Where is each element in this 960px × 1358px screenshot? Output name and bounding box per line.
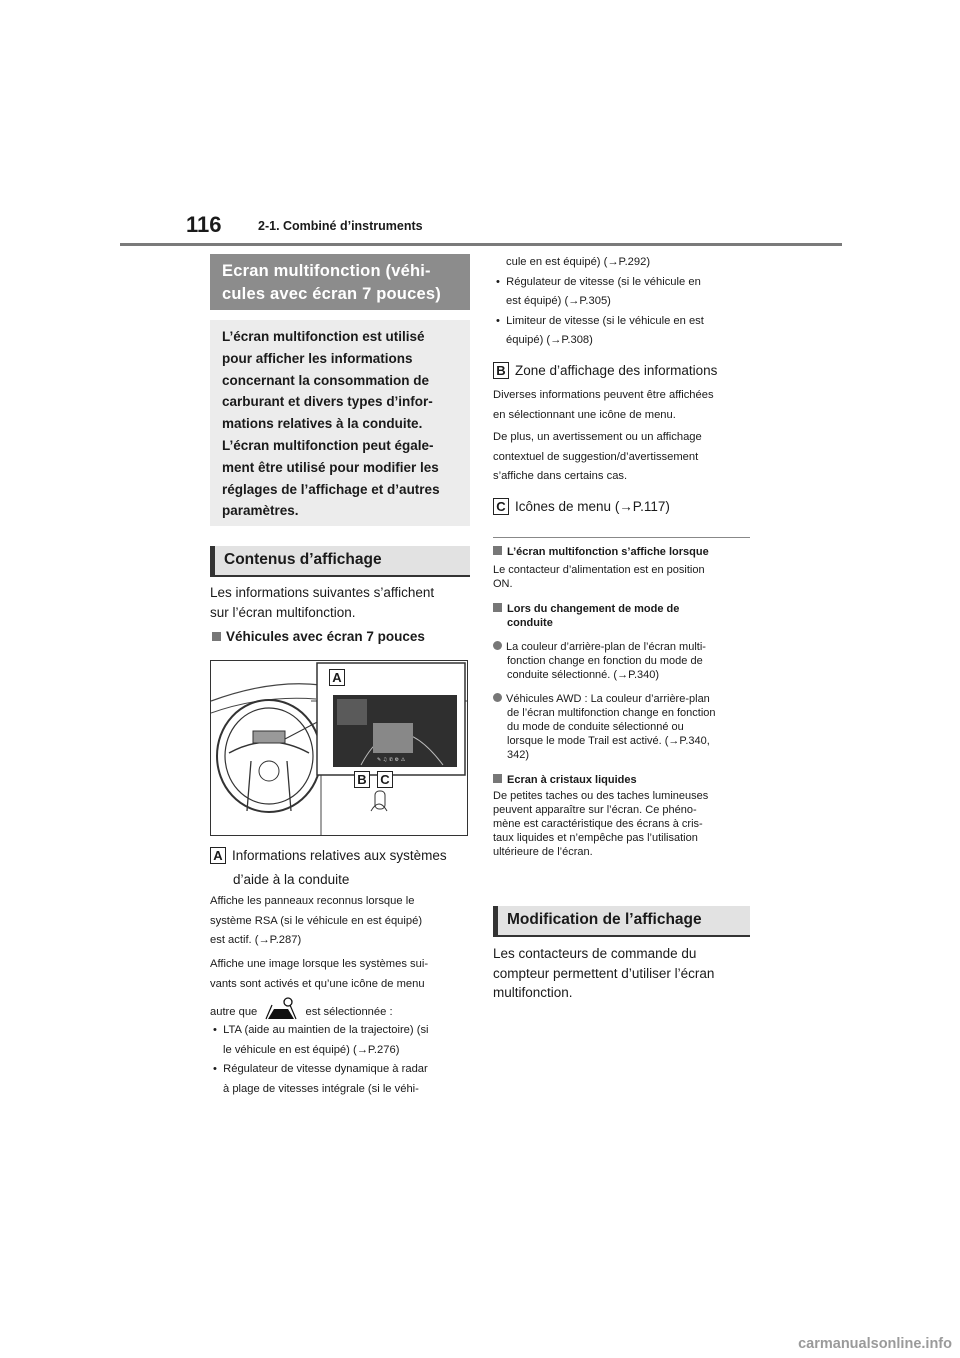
note-title-text: L’écran multifonction s’affiche lorsque (507, 546, 709, 558)
bullet-text-cont: équipé) (→P.308) (506, 334, 593, 346)
item-a-bullets (210, 1021, 474, 1099)
bullet-item: • Limiteur de vitesse (si le véhicule en est (496, 314, 704, 327)
text-line: lorsque le mode Trail est activé. (→P.340, (507, 735, 710, 747)
text-line: s’affiche dans certains cas. (493, 470, 628, 482)
bullet-text: Régulateur de vitesse (si le véhicule en (506, 275, 701, 288)
item-b-heading (493, 361, 755, 381)
figure-label-a: A (329, 669, 345, 686)
square-bullet-icon (493, 603, 502, 612)
intro-line: pour afficher les informations (222, 350, 413, 366)
note-title-text: Lors du changement de mode de (507, 603, 680, 615)
bullet-text-cont: à plage de vitesses intégrale (si le véhi- (223, 1082, 419, 1095)
note-2-bullet-1 (493, 640, 755, 682)
banner-line-1: Ecran multifonction (véhi- (222, 262, 431, 280)
subhead-7-inch (212, 629, 425, 644)
item-c-title: Icônes de menu (→P.117) (515, 499, 670, 514)
item-a-heading (210, 846, 472, 889)
bullet-item: • Régulateur de vitesse dynamique à radar (213, 1063, 428, 1075)
intro-line: paramètres. (222, 503, 299, 519)
text-line: Affiche une image lorsque les systèmes sui- (210, 958, 429, 970)
subhead-text: Véhicules avec écran 7 pouces (226, 629, 425, 644)
section-underline (210, 575, 470, 577)
header-rule (120, 243, 842, 246)
label-c-box: C (493, 498, 509, 515)
item-b-paragraphs (493, 386, 755, 487)
text-line: De plus, un avertissement ou un affichage (493, 431, 702, 443)
intro-line: concernant la consommation de (222, 372, 430, 388)
bullet-item: • Régulateur de vitesse (si le véhicule en (496, 275, 701, 288)
text-line: fonction change en fonction du mode de (507, 655, 703, 667)
item-a-title-2: d’aide à la conduite (233, 871, 350, 887)
item-a-paragraph-2 (210, 955, 472, 1023)
item-a-title: Informations relatives aux systèmes (232, 848, 447, 863)
section-title-2: Modification de l’affichage (493, 906, 750, 935)
bullet-text-cont: cule en est équipé) (→P.292) (506, 256, 651, 268)
bullet-text: LTA (aide au maintien de la trajectoire) (si (223, 1024, 429, 1036)
intro-line: carburant et divers types d’infor- (222, 394, 433, 410)
bullet-item: • LTA (aide au maintien de la trajectoire) (si (213, 1024, 429, 1036)
intro-line: réglages de l’affichage et d’autres (222, 481, 440, 497)
section-underline (493, 935, 750, 937)
intro-box (210, 320, 470, 526)
section-banner (210, 254, 470, 310)
text-line: ultérieure de l’écran. (493, 846, 593, 858)
section-contenus (210, 546, 470, 577)
driving-assist-icon (264, 997, 298, 1021)
note-3-title (493, 773, 755, 787)
bullet-text: Limiteur de vitesse (si le véhicule en est (506, 314, 704, 327)
text-line: contextuel de suggestion/d’avertissement (493, 450, 699, 463)
note-2-bullet-2 (493, 692, 755, 762)
text-line: Les informations suivantes s’affichent (210, 585, 435, 600)
text-after-icon: est sélectionnée : (305, 1006, 393, 1018)
text-line: ON. (493, 578, 513, 590)
note-2-title (493, 602, 755, 616)
text-line: mène est caractéristique des écrans à cris- (493, 818, 703, 830)
text-line: Affiche les panneaux reconnus lorsque le (210, 895, 415, 907)
figure-label-b: B (354, 771, 370, 788)
text-line: compteur permettent d’utiliser l’écran (493, 965, 715, 981)
text-line: de l’écran multifonction change en fonction (507, 707, 716, 719)
icon-line (210, 997, 472, 1023)
notes-divider (493, 537, 750, 538)
section-text (210, 583, 472, 622)
note-title-text-2: conduite (507, 617, 553, 629)
banner-line-2: cules avec écran 7 pouces) (222, 285, 441, 303)
dot-bullet-icon (493, 693, 502, 702)
text-line: 342) (507, 749, 530, 761)
item-c-heading (493, 497, 755, 517)
watermark: carmanualsonline.info (798, 1336, 952, 1352)
label-a-box: A (210, 847, 226, 864)
square-bullet-icon (212, 632, 221, 641)
notes-block (493, 545, 755, 859)
text-line: conduite sélectionné. (→P.340) (507, 669, 660, 681)
bullet-text-cont: est équipé) (→P.305) (506, 295, 611, 307)
section-title: Contenus d’affichage (210, 546, 470, 575)
label-b-box: B (493, 362, 509, 379)
section-2-text (493, 944, 755, 1003)
dashboard-illustration (211, 661, 467, 835)
text-line: en sélectionnant une icône de menu. (493, 408, 676, 421)
page-number: 116 (186, 212, 222, 237)
figure-label-c: C (377, 771, 393, 788)
item-a-paragraph-1 (210, 892, 472, 951)
text-line: Le contacteur d’alimentation est en position (493, 564, 705, 576)
intro-line: L’écran multifonction est utilisé (222, 329, 425, 344)
text-line: vants sont activés et qu’une icône de menu (210, 977, 425, 990)
note-1-title (493, 545, 755, 559)
intro-line: L’écran multifonction peut égale- (222, 437, 434, 453)
text-line: De petites taches ou des taches lumineuses (493, 790, 709, 802)
square-bullet-icon (493, 774, 502, 783)
text-line: est actif. (→P.287) (210, 934, 302, 946)
dashboard-figure (210, 660, 468, 836)
text-line: Véhicules AWD : La couleur d’arrière-plan (506, 693, 710, 705)
text-line: peuvent apparaître sur l’écran. Ce phéno- (493, 804, 697, 816)
text-line: La couleur d’arrière-plan de l’écran multi- (506, 641, 706, 653)
bullet-text-cont: le véhicule en est équipé) (→P.276) (223, 1043, 400, 1056)
bullet-text: Régulateur de vitesse dynamique à radar (223, 1063, 428, 1075)
text-line: Les contacteurs de commande du (493, 946, 697, 961)
intro-line: ment être utilisé pour modifier les (222, 459, 439, 475)
chapter-title: 2-1. Combiné d’instruments (258, 219, 423, 233)
intro-line: mations relatives à la conduite. (222, 416, 423, 432)
item-b-title: Zone d’affichage des informations (515, 363, 718, 378)
text-line: système RSA (si le véhicule en est équipé) (210, 914, 423, 927)
note-title-text: Ecran à cristaux liquides (507, 774, 637, 786)
text-line: du mode de conduite sélectionné ou (507, 721, 684, 733)
text-line: sur l’écran multifonction. (210, 604, 356, 620)
right-continuation (493, 253, 755, 351)
text-before-icon: autre que (210, 1006, 258, 1018)
text-line: Diverses informations peuvent être affichées (493, 389, 714, 401)
text-line: multifonction. (493, 985, 573, 1000)
square-bullet-icon (493, 546, 502, 555)
section-modification (493, 906, 750, 937)
menu-icons-strip: ✎ ♫ ✆ ⚙ ⚠ (377, 757, 406, 763)
dot-bullet-icon (493, 641, 502, 650)
text-line: taux liquides et n’empêche pas l’utilisation (493, 832, 698, 844)
